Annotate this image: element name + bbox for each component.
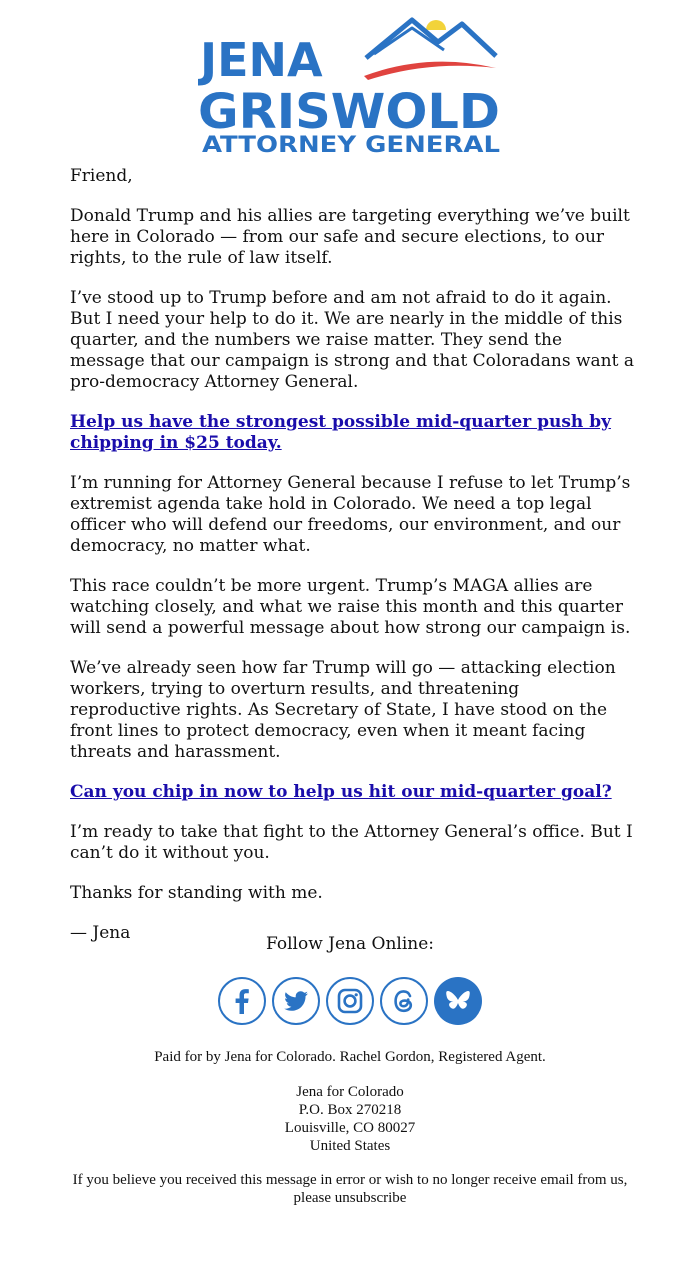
paid-for-disclaimer: Paid for by Jena for Colorado. Rachel Gordon, Registered Agent. [154,1049,546,1065]
logo-line-3: ATTORNEY GENERAL [202,133,500,156]
paragraph: This race couldn’t be more urgent. Trump’s MAGA allies are watching closely, and what we raise this month and this quarter will send a powerful message about how strong our campaign is. [70,576,631,638]
instagram-icon [325,976,375,1026]
paragraph: We’ve already seen how far Trump will go — attacking election workers, trying to overturn results, and threatening reproductive rights. As Secretary of State, I have stood on the front lines to protect democracy, even when it meant facing threats and harassment. [70,658,616,762]
signoff: — Jena [70,923,131,943]
address-country: United States [309,1138,391,1154]
logo-line-1: JENA [200,33,323,87]
bluesky-icon [433,976,483,1026]
campaign-logo [198,16,502,156]
chip-in-link[interactable]: Can you chip in now to help us hit our mid-quarter goal? [70,782,612,802]
twitter-button[interactable] [271,976,321,1026]
bluesky-button[interactable] [433,976,483,1026]
mailing-address [0,1083,700,1155]
thanks: Thanks for standing with me. [70,883,323,903]
paragraph: Donald Trump and his allies are targeting everything we’ve built here in Colorado — from our safe and secure elections, to our rights, to the rule of law itself. [70,206,630,268]
social-links [0,976,700,1030]
address-city: Louisville, CO 80027 [284,1120,416,1136]
instagram-button[interactable] [325,976,375,1026]
address-name: Jena for Colorado [296,1084,404,1100]
facebook-button[interactable] [217,976,267,1026]
follow-label: Follow Jena Online: [265,934,435,954]
paragraph: I’ve stood up to Trump before and am not afraid to do it again. But I need your help to do it. We are nearly in the middle of this quarter, and the numbers we raise matter. They send the message that our campaign is strong and that Coloradans want a pro-democracy Attorney General. [70,288,634,392]
paragraph: I’m running for Attorney General because I refuse to let Trump’s extremist agenda take hold in Colorado. We need a top legal officer who will defend our freedoms, our environment, and our democracy, no matter what. [70,473,631,556]
cta-paragraph [70,412,635,454]
red-stripe [364,62,496,80]
cta-paragraph [70,782,635,803]
unsubscribe-notice [70,1171,630,1207]
email-body [70,166,635,963]
unsubscribe-link[interactable]: If you believe you received this message in error or wish to no longer receive email from us, please unsubscribe [72,1172,628,1206]
threads-icon [379,976,429,1026]
threads-button[interactable] [379,976,429,1026]
logo-line-2: GRISWOLD [198,84,500,140]
greeting: Friend, [70,166,133,186]
address-po-box: P.O. Box 270218 [298,1102,402,1118]
donate-25-link[interactable]: Help us have the strongest possible mid-quarter push by chipping in $25 today. [70,412,611,453]
twitter-icon [271,976,321,1026]
sun-icon [426,20,446,30]
paragraph: I’m ready to take that fight to the Attorney General’s office. But I can’t do it without you. [70,822,633,863]
facebook-icon [217,976,267,1026]
